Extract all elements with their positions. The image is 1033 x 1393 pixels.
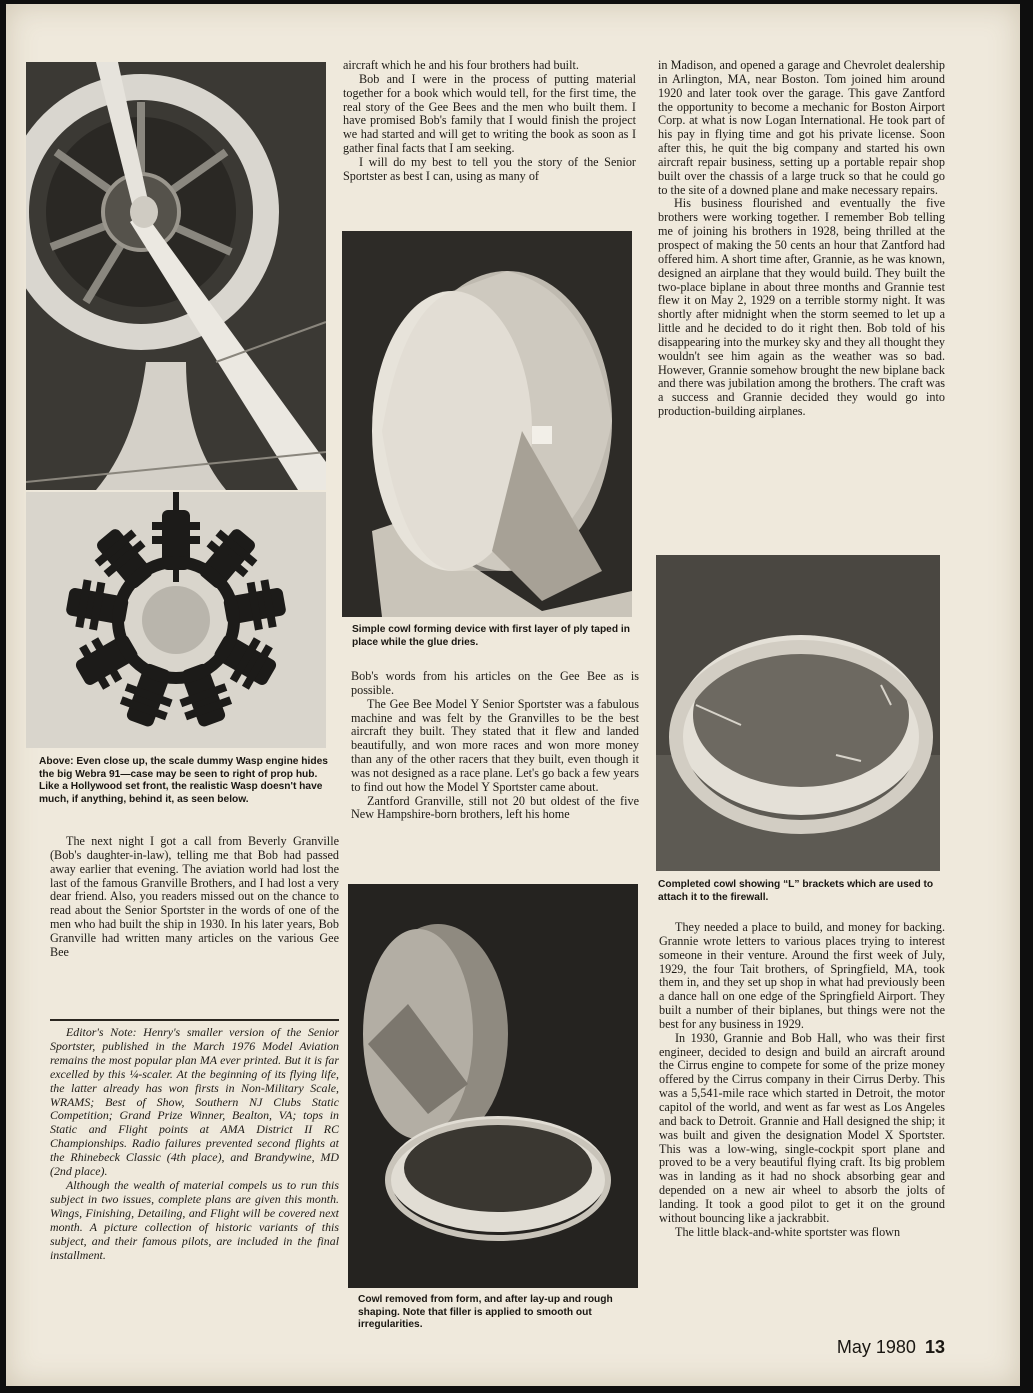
column-3-bottom-text [659, 921, 945, 1333]
cowl-form-photo [342, 231, 632, 617]
propeller-engine-icon [26, 62, 326, 490]
cowl-forming-device-icon [342, 231, 632, 617]
col3-top-paragraph-1: in Madison, and opened a garage and Chevrolet dealership in Arlington, MA, near Boston. Tom joined him around 1920 and later took over the garage. This gave Zantford the opportunity to become a mechanic for Boston Airport Corp. at what is now Logan International. He took part of his pay in flying time and got his private license. Soon after this, he quit the big company and started his own aircraft repair business, setting up a portable repair shop built over the chassis of a large truck so that he could go to the site of a downed plane and make necessary repairs. [658, 59, 945, 197]
cowl-removed-caption: Cowl removed from form, and after lay-up and rough shaping. Note that filler is applied to smooth out irregularities. [358, 1294, 613, 1331]
page-footer [837, 1337, 945, 1358]
col3-bot-paragraph-1: They needed a place to build, and money for backing. Grannie wrote letters to various places trying to interest someone in their venture. Around the first week of July, 1929, the four Tait brothers, of Springfield, MA, took them in, and they set up shop in what had previously been a dance hall on one edge of the Springfield Airport. They built a number of their biplanes, but things were not the best for any business in 1929. [659, 921, 945, 1031]
col2-mid-paragraph-3: Zantford Granville, still not 20 but oldest of the five New Hampshire-born brothers, left his home [351, 793, 639, 822]
col3-top-paragraph-2: His business flourished and eventually the five brothers were working together. I remember Bob telling me of joining his brothers in 1928, being thrilled at the prospect of making the 50 cents an hour that Zantford had offered him. A short time after, Grannie, as he was known, designed an airplane that they would build. They built the two-place biplane in about three months and Grannie test flew it on May 2, 1929 on a terrible stormy night. It was shortly after midnight when the storm seemed to let up a little and he decided to do it right then. Bob told of his disappearing into the murkey sky and they all thought they wouldn't see him again as the weather was so bad. However, Grannie somehow brought the new biplane back and there was jubilation among the brothers. The craft was a success and Grannie decided they would go into production-building airplanes. [658, 196, 945, 419]
column-3-top-text [658, 59, 945, 551]
editors-note [50, 1019, 339, 1346]
cowl-form-caption: Simple cowl forming device with first layer of ply taped in place while the glue dries. [352, 624, 630, 648]
completed-cowl-icon [656, 555, 940, 871]
dummy-radial-engine-icon [26, 492, 326, 748]
issue-date: May 1980 [836, 1337, 916, 1357]
col2-top-paragraph-3: I will do my best to tell you the story of the Senior Sportster as best I can, using as many of [343, 154, 636, 183]
column-2-top-text [343, 59, 636, 225]
completed-cowl-caption: Completed cowl showing “L” brackets which are used to attach it to the firewall. [658, 879, 934, 903]
above-caption: Above: Even close up, the scale dummy Wasp engine hides the big Webra 91—case may be seen to right of prop hub. Like a Hollywood set front, the realistic Wasp doesn't have much, if anything, behind it, as seen below. [39, 756, 328, 805]
column-1-text [50, 835, 339, 1005]
completed-cowl-photo [656, 555, 940, 871]
column-2-middle-text [351, 670, 639, 882]
cowl-removed-photo [348, 884, 638, 1288]
col2-top-paragraph-2: Bob and I were in the process of putting material together for a book which would tell, for the first time, the real story of the Gee Bees and the men who built them. I have promised Bob's family that I would finish the project we had started and will get to writing the book as soon as I gather final facts that I am seeking. [343, 71, 636, 156]
dummy-engine-photo [26, 492, 326, 748]
page-number: 13 [924, 1337, 945, 1357]
prop-engine-photo [26, 62, 326, 490]
editors-note-paragraph-1: Editor's Note: Henry's smaller version of the Senior Sportster, published in the March 1976 Model Aviation remains the most popular plan MA ever printed. But it is far excelled by this ¼-scaler. At the beginning of its flying life, the latter already has won firsts in Non-Military Scale, WRAMS; Best of Show, Southern NJ Clubs Static Competition; Grand Prize Winner, Bealton, VA; tops in Static and Flight points at AMA District II RC Championships. Radio failures prevented second flights at the Rhinebeck Classic (4th place), and Brandywine, MD (2nd place). [50, 1025, 339, 1179]
editors-note-paragraph-2: Although the wealth of material compels us to run this subject in two issues, complete plans are given this month. Wings, Finishing, Detailing, and Flight will be covered next month. A picture collection of historic variants of this subject, and their famous pilots, are included in the final installment. [50, 1177, 339, 1262]
col1-paragraph-1: The next night I got a call from Beverly Granville (Bob's daughter-in-law), telling me that Bob had passed away earlier that evening. The aviation world had lost the last of the famous Granville Brothers, and I had lost a very dear friend. Also, you readers missed out on the chance to read about the Senior Sportster in the words of one of the men who had built the ship in 1930. In his later years, Bob Granville had written many articles on the various Gee Bee [50, 835, 339, 959]
col2-mid-paragraph-2: The Gee Bee Model Y Senior Sportster was a fabulous machine and was felt by the Granvilles to be the best aircraft they built. They stated that it flew and landed beautifully, and won more races and won more money than any of the other racers that they built, even though it was not designed as a race plane. Let's go back a few years to find out how the Model Y Sportster came about. [351, 696, 639, 794]
col3-bot-paragraph-2: In 1930, Grannie and Bob Hall, who was their first engineer, decided to design and build an aircraft around the Cirrus engine to compete for some of the prize money offered by the Cirrus company in their Cirrus Derby. This was a 5,541-mile race which started in Detroit, the motor capitol of the world, and went as far west as Los Angeles and back to Detroit. Grannie and Hall designed the ship; it was built and given the designation Model X Sportster. This was a low-wing, single-cockpit sport plane and proved to be a very beautiful flying craft. Its big problem was in landing as it had no shock absorbing gear and depended on a new air wheel to absorb the jolts of landing. It took a good pilot to get it on the ground without bouncing like a jackrabbit. [659, 1030, 945, 1225]
cowl-removed-icon [348, 884, 638, 1288]
col3-bot-paragraph-3: The little black-and-white sportster was flown [675, 1224, 901, 1239]
col2-top-paragraph-1: aircraft which he and his four brothers had built. [343, 59, 579, 72]
col2-mid-paragraph-1: Bob's words from his articles on the Gee Bee as is possible. [351, 670, 639, 697]
magazine-page [6, 4, 1020, 1386]
